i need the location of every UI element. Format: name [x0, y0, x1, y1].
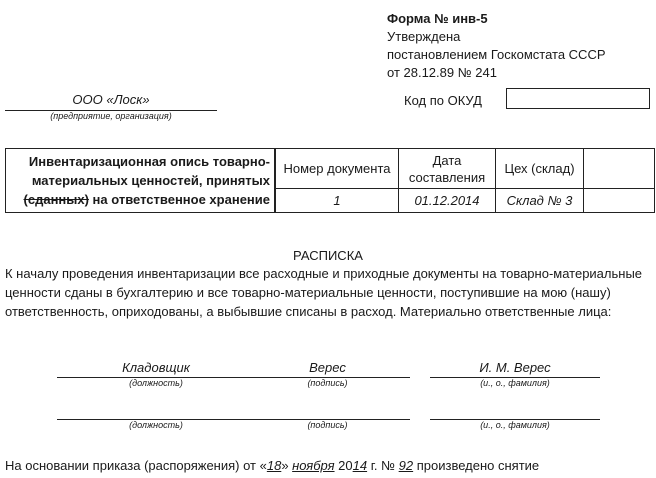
- sig1-name: И. М. Верес: [479, 360, 551, 375]
- organization-name: ООО «Лоск»: [72, 92, 150, 107]
- receipt-text: К началу проведения инвентаризации все расходные и приходные документы на товарно-материальные ценности сданы в бухгалтерию и все товарно-материальные ценности, поступившие на мою (нашу) ответственность, оприходованы, а выбывшие списаны в расход. Материально ответственные лица:: [5, 266, 643, 319]
- okud-label: Код по ОКУД: [404, 93, 482, 108]
- basis-year: 14: [352, 458, 368, 473]
- inventory-title-line3: на ответственное хранение: [88, 192, 270, 207]
- form-decree: постановлением Госкомстата СССР: [387, 47, 606, 62]
- organization-caption: (предприятие, организация): [50, 111, 172, 121]
- sig1-signature: Верес: [309, 360, 346, 375]
- basis-number: 92: [398, 458, 414, 473]
- sig2-signature-caption: (подпись): [307, 420, 348, 430]
- basis-mid1: »: [281, 458, 293, 473]
- basis-year-prefix: 20: [334, 458, 353, 473]
- inventory-title-struck: (сданных): [23, 192, 89, 207]
- inventory-table: [5, 148, 655, 213]
- sig1-signature-caption: (подпись): [307, 378, 348, 388]
- inventory-title: [6, 149, 276, 213]
- basis-month: ноября: [292, 458, 335, 473]
- value-warehouse: Склад № 3: [496, 189, 584, 213]
- form-approved: Утверждена: [387, 29, 461, 44]
- header-document-number: Номер документа: [275, 149, 399, 189]
- basis-line: [5, 458, 539, 473]
- value-date: 01.12.2014: [399, 189, 496, 213]
- sig2-name-caption: (и., о., фамилия): [480, 420, 550, 430]
- okud-code-box: [506, 88, 650, 109]
- header-blank: [584, 149, 655, 189]
- header-date: Дата составления: [399, 149, 496, 189]
- form-title: Форма № инв-5: [387, 11, 488, 26]
- form-date-line: от 28.12.89 № 241: [387, 65, 497, 80]
- header-warehouse: Цех (склад): [496, 149, 584, 189]
- sig1-name-caption: (и., о., фамилия): [480, 378, 550, 388]
- sig1-position: Кладовщик: [122, 360, 190, 375]
- basis-suffix: произведено снятие: [413, 458, 540, 473]
- sig1-position-caption: (должность): [129, 378, 183, 388]
- form-header: [387, 10, 606, 82]
- basis-prefix: На основании приказа (распоряжения) от «: [5, 458, 267, 473]
- value-blank: [584, 189, 655, 213]
- sig2-position-caption: (должность): [129, 420, 183, 430]
- receipt-title: РАСПИСКА: [293, 248, 363, 263]
- value-document-number: 1: [275, 189, 399, 213]
- inventory-title-line1: Инвентаризационная опись товарно-: [28, 154, 270, 169]
- basis-day: 18: [266, 458, 282, 473]
- basis-mid2: г. №: [367, 458, 399, 473]
- inventory-title-line2: материальных ценностей, принятых: [31, 173, 270, 188]
